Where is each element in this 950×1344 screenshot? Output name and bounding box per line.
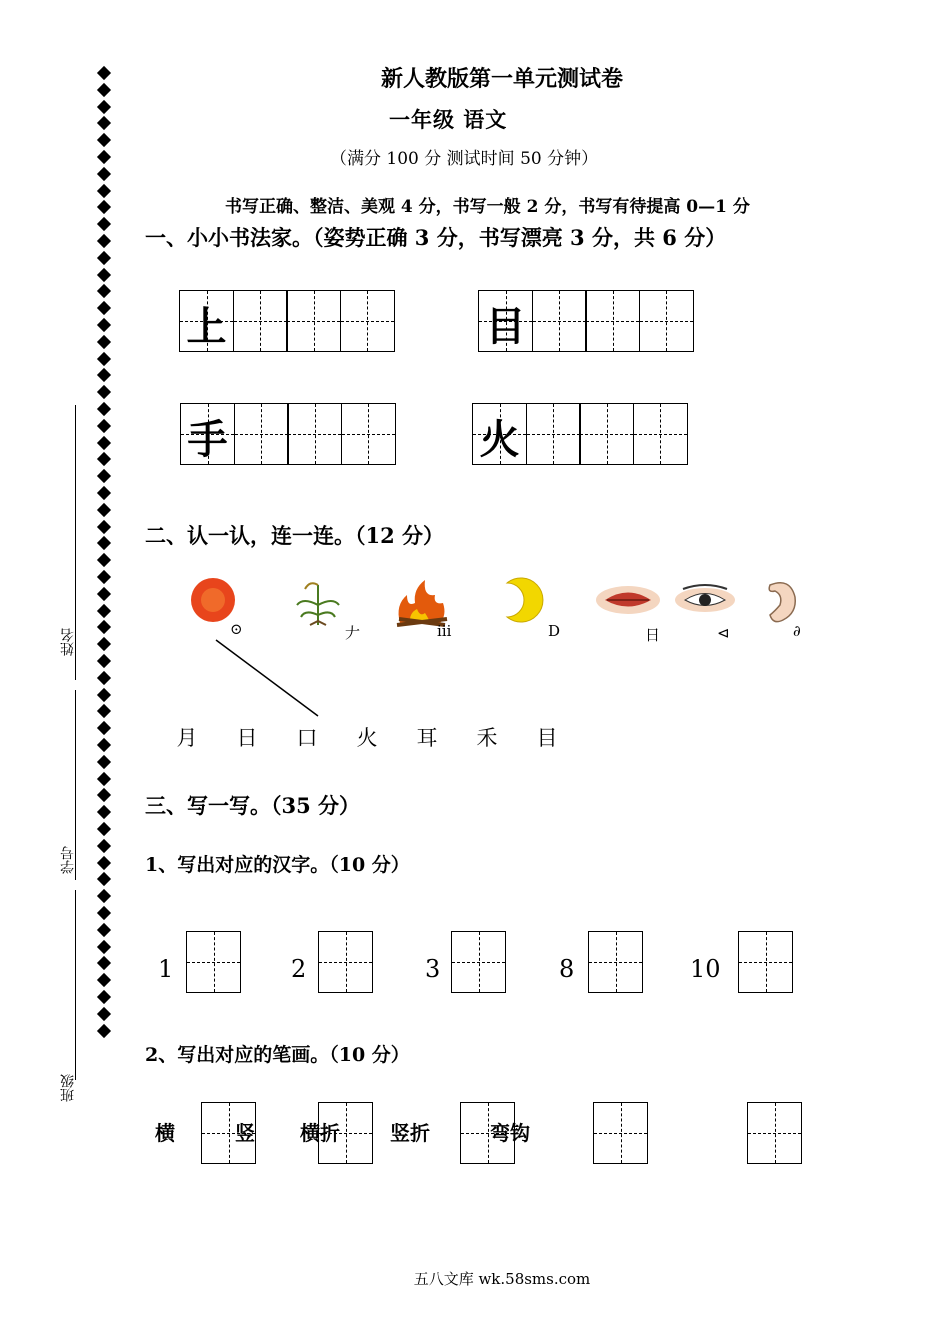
- match-char[interactable]: 目: [536, 726, 558, 750]
- binding-diamond: [97, 805, 111, 819]
- page-title: 新人教版第一单元测试卷: [380, 66, 623, 92]
- binding-diamond: [97, 150, 111, 164]
- binding-diamond: [97, 536, 111, 550]
- sun-picture: [191, 578, 235, 622]
- match-char[interactable]: 日: [236, 726, 258, 750]
- binding-diamond: [97, 116, 111, 130]
- binding-diamond: [97, 385, 111, 399]
- binding-diamond: [97, 637, 111, 651]
- answer-cell[interactable]: [747, 1102, 802, 1164]
- binding-diamond: [97, 923, 111, 937]
- answer-cell[interactable]: [186, 931, 241, 993]
- number-label: 3: [425, 955, 441, 983]
- model-char: 手: [187, 416, 228, 463]
- question1-heading: 1、写出对应的汉字。（10 分）: [145, 854, 410, 876]
- number-label: 10: [690, 955, 721, 983]
- binding-diamond: [97, 1024, 111, 1038]
- answer-cell[interactable]: [738, 931, 793, 993]
- match-char-row: [157, 722, 577, 752]
- answer-cell[interactable]: [593, 1102, 648, 1164]
- binding-diamond: [97, 234, 111, 248]
- oracle-glyph: ⊲: [717, 624, 730, 642]
- binding-diamond: [97, 486, 111, 500]
- stroke-label: 横折: [300, 1121, 340, 1145]
- binding-diamond: [97, 704, 111, 718]
- number-label: 学号: [60, 846, 76, 874]
- binding-diamond: [97, 469, 111, 483]
- binding-diamond: [97, 822, 111, 836]
- binding-diamond: [97, 772, 111, 786]
- section3-heading: 三、写一写。（35 分）: [145, 793, 361, 818]
- binding-diamond: [97, 738, 111, 752]
- eye-picture: [675, 585, 735, 612]
- stroke-label: 竖折: [390, 1121, 430, 1145]
- binding-diamond: [97, 990, 111, 1004]
- match-char[interactable]: 月: [176, 726, 198, 750]
- handwriting-note: 书写正确、整洁、美观 4 分，书写一般 2 分，书写有待提高 0—1 分: [225, 197, 750, 217]
- binding-diamond: [97, 872, 111, 886]
- oracle-glyph: 日: [645, 626, 661, 644]
- binding-diamond: [97, 268, 111, 282]
- binding-diamond: [97, 352, 111, 366]
- model-char: 上: [186, 303, 227, 350]
- writing-grid-3[interactable]: [180, 403, 396, 465]
- binding-diamond: [97, 167, 111, 181]
- binding-diamond: [97, 184, 111, 198]
- match-char[interactable]: 耳: [416, 726, 438, 750]
- binding-diamond: [97, 956, 111, 970]
- answer-cell[interactable]: [451, 931, 506, 993]
- binding-diamond: [97, 788, 111, 802]
- binding-diamond: [97, 503, 111, 517]
- binding-diamond: [97, 402, 111, 416]
- oracle-glyph: ⊙: [230, 620, 243, 638]
- binding-diamond: [97, 906, 111, 920]
- binding-diamond: [97, 553, 111, 567]
- binding-diamond: [97, 620, 111, 634]
- oracle-glyph: 𠂇: [345, 624, 361, 642]
- stroke-label: 弯钩: [490, 1121, 530, 1145]
- binding-diamond: [97, 368, 111, 382]
- binding-diamond: [97, 520, 111, 534]
- number-label: 8: [559, 955, 575, 983]
- binding-diamond: [97, 570, 111, 584]
- fire-picture: [397, 580, 447, 625]
- oracle-glyph: ⅲ: [437, 622, 452, 640]
- binding-diamond: [97, 839, 111, 853]
- binding-diamond: [97, 1007, 111, 1021]
- binding-diamond: [97, 436, 111, 450]
- binding-diamond: [97, 755, 111, 769]
- answer-cell[interactable]: [318, 931, 373, 993]
- match-char[interactable]: 口: [296, 726, 318, 750]
- grain-picture: [297, 583, 339, 625]
- model-char: 火: [479, 416, 520, 463]
- match-char[interactable]: 禾: [476, 726, 498, 750]
- binding-diamond: [97, 940, 111, 954]
- section1-heading: 一、小小书法家。（姿势正确 3 分，书写漂亮 3 分，共 6 分）: [145, 225, 727, 250]
- question2-heading: 2、写出对应的笔画。（10 分）: [145, 1044, 410, 1066]
- writing-grid-4[interactable]: [472, 403, 688, 465]
- writing-grid-1[interactable]: [179, 290, 395, 352]
- binding-diamond: [97, 251, 111, 265]
- model-char: 目: [485, 303, 526, 350]
- name-label: 姓名: [60, 628, 76, 656]
- class-label: 班级: [60, 1074, 76, 1102]
- binding-diamond: [97, 217, 111, 231]
- binding-diamond: [97, 973, 111, 987]
- binding-diamond: [97, 452, 111, 466]
- oracle-glyph: D: [548, 622, 561, 640]
- binding-diamond: [97, 654, 111, 668]
- stroke-label: 竖: [235, 1121, 255, 1145]
- stroke-label: 横: [155, 1121, 175, 1145]
- match-char[interactable]: 火: [356, 726, 378, 750]
- page-subtitle: 一年级 语文: [389, 107, 508, 132]
- oracle-glyph: ∂: [793, 622, 801, 640]
- class-line: [75, 890, 76, 1080]
- section2-heading: 二、认一认，连一连。（12 分）: [145, 523, 445, 548]
- writing-grid-2[interactable]: [478, 290, 694, 352]
- binding-diamond: [97, 335, 111, 349]
- ear-picture: [769, 583, 795, 622]
- binding-diamond: [97, 100, 111, 114]
- binding-diamond: [97, 587, 111, 601]
- answer-cell[interactable]: [588, 931, 643, 993]
- binding-diamond: [97, 671, 111, 685]
- binding-diamond: [97, 856, 111, 870]
- binding-diamond: [97, 688, 111, 702]
- binding-diamond: [97, 419, 111, 433]
- number-label: 1: [158, 955, 174, 983]
- binding-diamond: [97, 721, 111, 735]
- number-label: 2: [291, 955, 307, 983]
- binding-diamond: [97, 284, 111, 298]
- binding-diamond: [97, 133, 111, 147]
- moon-picture: [507, 578, 543, 622]
- mouth-picture: [596, 586, 660, 614]
- binding-diamond: [97, 200, 111, 214]
- binding-diamond: [97, 889, 111, 903]
- binding-diamond: [97, 604, 111, 618]
- binding-diamond: [97, 301, 111, 315]
- footer-watermark: 五八文库 wk.58sms.com: [413, 1270, 591, 1288]
- binding-diamond: [97, 318, 111, 332]
- exam-meta: （满分 100 分 测试时间 50 分钟）: [330, 149, 599, 169]
